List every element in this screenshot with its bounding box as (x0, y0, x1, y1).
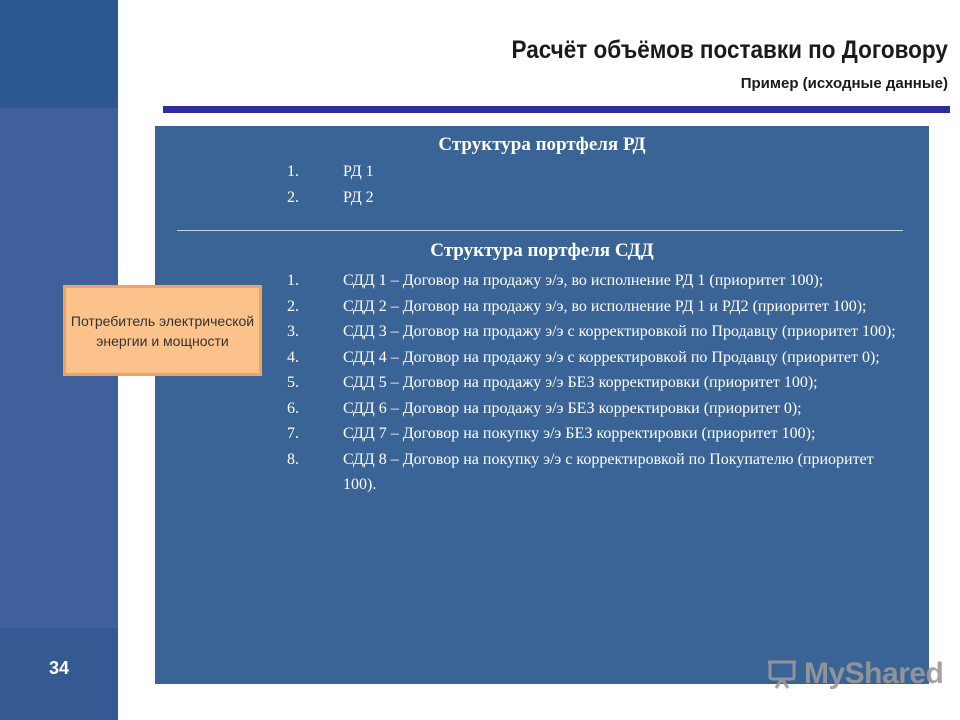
list-item-text: СДД 1 – Договор на продажу э/э, во исполнение РД 1 (приоритет 100); (343, 272, 824, 289)
list-item-text: СДД 5 – Договор на продажу э/э БЕЗ корректировки (приоритет 100); (343, 374, 818, 391)
list-item-number: 2. (287, 297, 299, 315)
list-item-number: 1. (287, 272, 299, 289)
list-item-text: РД 1 (343, 163, 374, 180)
consumer-box: Потребитель электрической энергии и мощности (63, 285, 262, 376)
list-item-text: СДД 4 – Договор на продажу э/э с корректировкой по Продавцу (приоритет 0); (343, 348, 880, 366)
list-item-text: СДД 7 – Договор на покупку э/э БЕЗ корректировки (приоритет 100); (343, 425, 816, 442)
list-item-text: СДД 6 – Договор на продажу э/э БЕЗ корректировки (приоритет 0); (343, 399, 802, 417)
list-item (287, 294, 907, 320)
rd-section-title: Структура портфеля РД (438, 134, 646, 155)
list-item-text: СДД 3 – Договор на продажу э/э с корректировкой по Продавцу (приоритет 100); (343, 323, 896, 340)
slide-title: Расчёт объёмов поставки по Договору (511, 36, 948, 64)
list-item (287, 159, 907, 185)
list-item-number: 6. (287, 399, 299, 417)
list-item (287, 319, 907, 345)
list-item (287, 447, 907, 498)
list-item (287, 396, 907, 422)
list-item (287, 345, 907, 371)
sdd-section-title: Структура портфеля СДД (430, 240, 654, 261)
list-item-number: 5. (287, 374, 299, 391)
portfolio-panel (155, 126, 929, 684)
list-item-number: 4. (287, 348, 299, 366)
section-divider (177, 230, 903, 231)
title-underline (163, 106, 950, 113)
list-item-number: 1. (287, 163, 299, 180)
list-item-text: РД 2 (343, 188, 374, 206)
rd-list (287, 159, 907, 210)
list-item (287, 185, 907, 211)
list-item-number: 7. (287, 425, 299, 442)
list-item-number: 2. (287, 188, 299, 206)
list-item-text: СДД 2 – Договор на продажу э/э, во исполнение РД 1 и РД2 (приоритет 100); (343, 297, 867, 315)
page-number: 34 (48, 658, 70, 678)
list-item-text: СДД 8 – Договор на покупку э/э с корректировкой по Покупателю (приоритет 100). (343, 450, 874, 493)
list-item (287, 370, 907, 396)
list-item (287, 421, 907, 447)
sdd-list (287, 268, 907, 498)
slide-subtitle: Пример (исходные данные) (740, 75, 948, 92)
list-item-number: 3. (287, 323, 299, 340)
list-item-number: 8. (287, 450, 299, 468)
watermark-text: MyShared (804, 657, 944, 690)
presentation-screen-icon (766, 657, 800, 691)
list-item (287, 268, 907, 294)
sidebar-top-block (0, 0, 118, 108)
watermark-logo (766, 654, 943, 694)
